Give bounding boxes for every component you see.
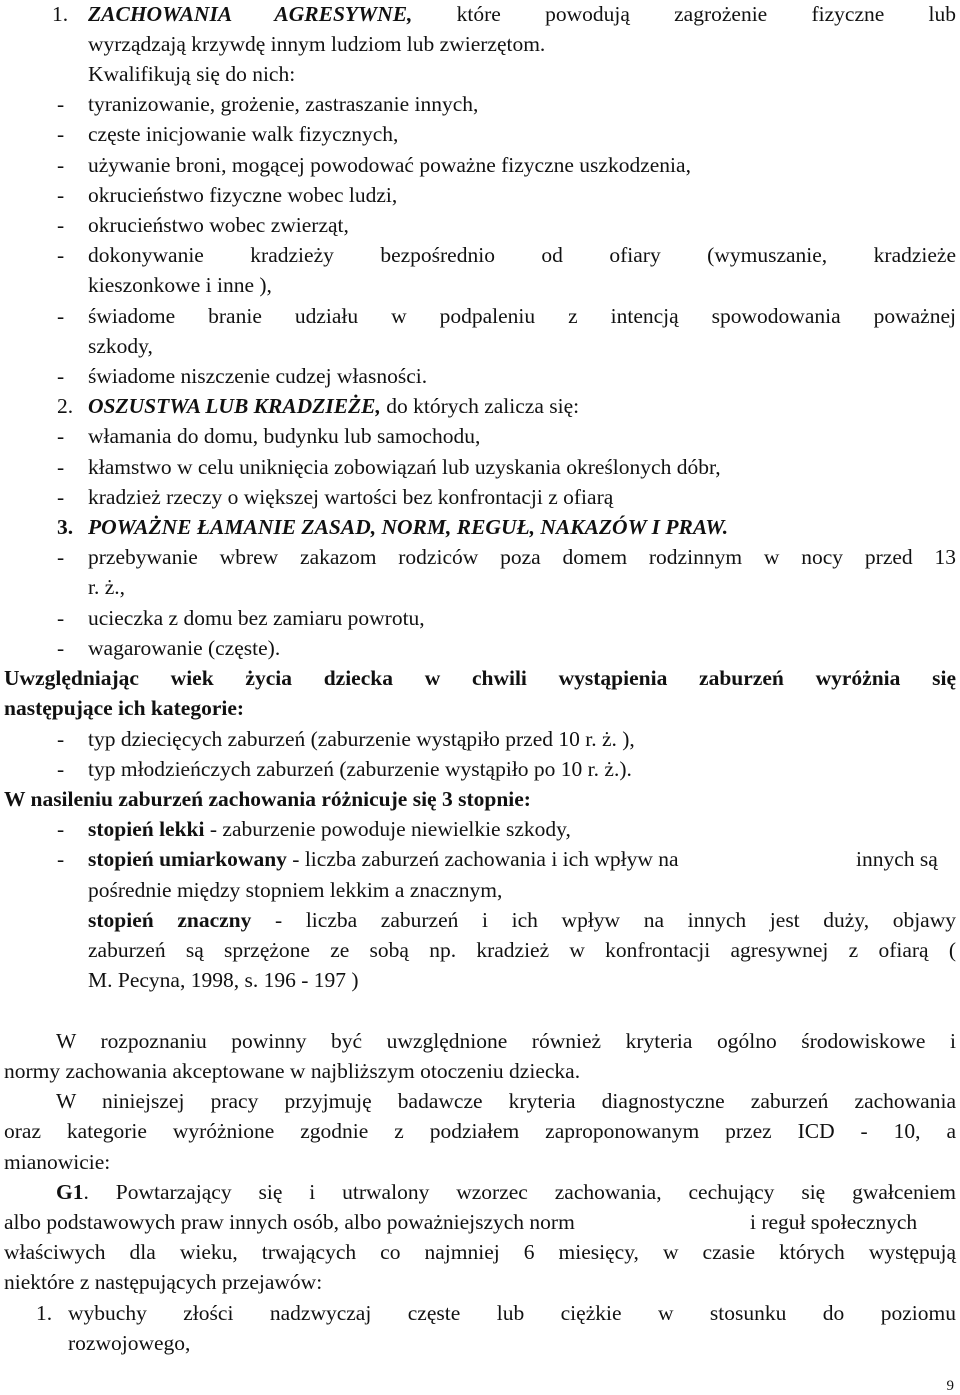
list-item: dokonywanie kradzieży bezpośrednio od ofiary (wymuszanie, kradzieże (88, 243, 956, 267)
section-1-line-2: wyrządzają krzywdę innym ludziom lub zwierzętom. (88, 32, 546, 56)
section-3-heading: POWAŻNE ŁAMANIE ZASAD, NORM, REGUŁ, NAKAZÓW I PRAW. (88, 515, 729, 539)
g1-line-1 (56, 1178, 956, 1206)
severity-moderate-tail: innych są (856, 847, 938, 871)
severity-severe-text: - liczba zaburzeń i ich wpływ na innych jest duży, objawy (251, 908, 956, 932)
paragraph-2-line-2: oraz kategorie wyróżnione zgodnie z podziałem zaproponowanym przez ICD - 10, a (4, 1119, 956, 1143)
severity-heading: W nasileniu zaburzeń zachowania różnicuje się 3 stopnie: (4, 787, 531, 811)
list-item: typ dziecięcych zaburzeń (zaburzenie wystąpiło przed 10 r. ż. ), (88, 727, 635, 751)
section-2-heading: OSZUSTWA LUB KRADZIEŻE, (88, 394, 381, 418)
paragraph-2-line-3: mianowicie: (4, 1150, 111, 1174)
section-1-heading: ZACHOWANIA AGRESYWNE, (88, 2, 413, 26)
age-heading-cont: następujące ich kategorie: (4, 696, 245, 720)
bullet-dash: - (57, 757, 65, 781)
section-1-intro: Kwalifikują się do nich: (88, 62, 296, 86)
bullet-dash: - (57, 153, 65, 177)
paragraph-2-line-1: W niniejszej pracy przyjmuję badawcze kryteria diagnostyczne zaburzeń zachowania (56, 1089, 956, 1113)
list-item: kradzież rzeczy o większej wartości bez konfrontacji z ofiarą (88, 485, 614, 509)
g1-item-line-2: rozwojowego, (68, 1331, 191, 1355)
page-number: 9 (946, 1378, 954, 1394)
g1-line-3: właściwych dla wieku, trwających co najmniej 6 miesięcy, w czasie których występują (4, 1240, 956, 1264)
bullet-dash: - (57, 213, 65, 237)
bullet-dash: - (57, 424, 65, 448)
g1-item-line-1: wybuchy złości nadzwyczaj częste lub ciężkie w stosunku do poziomu (68, 1301, 956, 1325)
g1-line-1-text: . Powtarzający się i utrwalony wzorzec zachowania, cechujący się gwałceniem (83, 1180, 956, 1204)
paragraph-1-line-2: normy zachowania akceptowane w najbliższym otoczeniu dziecka. (4, 1059, 581, 1083)
bullet-dash: - (57, 606, 65, 630)
list-item-continuation: r. ż., (88, 575, 126, 599)
severity-moderate-cont: pośrednie między stopniem lekkim a znacznym, (88, 878, 503, 902)
bullet-dash: - (57, 122, 65, 146)
section-2-number: 2. (57, 394, 74, 418)
list-item: świadome niszczenie cudzej własności. (88, 364, 428, 388)
bullet-dash: - (57, 485, 65, 509)
g1-line-2a: albo podstawowych praw innych osób, albo poważniejszych norm (4, 1210, 575, 1234)
paragraph-1-line-1: W rozpoznaniu powinny być uwzględnione również kryteria ogólno środowiskowe i (56, 1029, 956, 1053)
g1-line-2b: i reguł społecznych (750, 1210, 918, 1234)
g1-line-4: niektóre z następujących przejawów: (4, 1270, 323, 1294)
bullet-dash: - (57, 183, 65, 207)
list-item-continuation: szkody, (88, 334, 153, 358)
bullet-dash: - (57, 847, 65, 871)
list-item: używanie broni, mogącej powodować poważne fizyczne uszkodzenia, (88, 153, 691, 177)
g1-label: G1 (56, 1180, 84, 1204)
severity-moderate (88, 845, 679, 873)
severity-severe-cont: zaburzeń są sprzężone ze sobą np. kradzież w konfrontacji agresywnej z ofiarą ( (88, 938, 956, 962)
list-item-continuation: kieszonkowe i inne ), (88, 273, 272, 297)
list-item: świadome branie udziału w podpaleniu z intencją spowodowania poważnej (88, 304, 956, 328)
bullet-dash: - (57, 636, 65, 660)
severity-severe-citation: M. Pecyna, 1998, s. 196 - 197 ) (88, 968, 359, 992)
g1-item-number: 1. (36, 1301, 53, 1325)
bullet-dash: - (57, 364, 65, 388)
bullet-dash: - (57, 92, 65, 116)
list-item: okrucieństwo fizyczne wobec ludzi, (88, 183, 398, 207)
section-1-number: 1. (52, 2, 69, 26)
list-item: kłamstwo w celu uniknięcia zobowiązań lub uzyskania określonych dóbr, (88, 455, 721, 479)
bullet-dash: - (57, 817, 65, 841)
bullet-dash: - (57, 455, 65, 479)
list-item: przebywanie wbrew zakazom rodziców poza domem rodzinnym w nocy przed 13 (88, 545, 956, 569)
section-2-heading-rest: do których zalicza się: (380, 394, 580, 418)
list-item: typ młodzieńczych zaburzeń (zaburzenie wystąpiło po 10 r. ż.). (88, 757, 632, 781)
bullet-dash: - (57, 304, 65, 328)
list-item: okrucieństwo wobec zwierząt, (88, 213, 349, 237)
section-1-line-1 (88, 0, 956, 28)
bullet-dash: - (57, 727, 65, 751)
list-item: tyranizowanie, grożenie, zastraszanie innych, (88, 92, 479, 116)
severity-light-label: stopień lekki (88, 817, 205, 841)
severity-severe (88, 906, 956, 934)
section-1-line-1-rest: które powodują zagrożenie fizyczne lub (412, 2, 957, 26)
bullet-dash: - (57, 243, 65, 267)
list-item: częste inicjowanie walk fizycznych, (88, 122, 399, 146)
severity-moderate-text: - liczba zaburzeń zachowania i ich wpływ na (286, 847, 679, 871)
section-2-heading-line (88, 392, 579, 420)
severity-moderate-label: stopień umiarkowany (88, 847, 287, 871)
severity-severe-label: stopień znaczny (88, 908, 252, 932)
section-3-number: 3. (57, 515, 74, 539)
list-item: wagarowanie (częste). (88, 636, 281, 660)
bullet-dash: - (57, 545, 65, 569)
list-item: włamania do domu, budynku lub samochodu, (88, 424, 481, 448)
severity-light (88, 815, 571, 843)
list-item: ucieczka z domu bez zamiaru powrotu, (88, 606, 425, 630)
severity-light-text: - zaburzenie powoduje niewielkie szkody, (204, 817, 571, 841)
age-heading: Uwzględniając wiek życia dziecka w chwili wystąpienia zaburzeń wyróżnia się (4, 666, 956, 690)
